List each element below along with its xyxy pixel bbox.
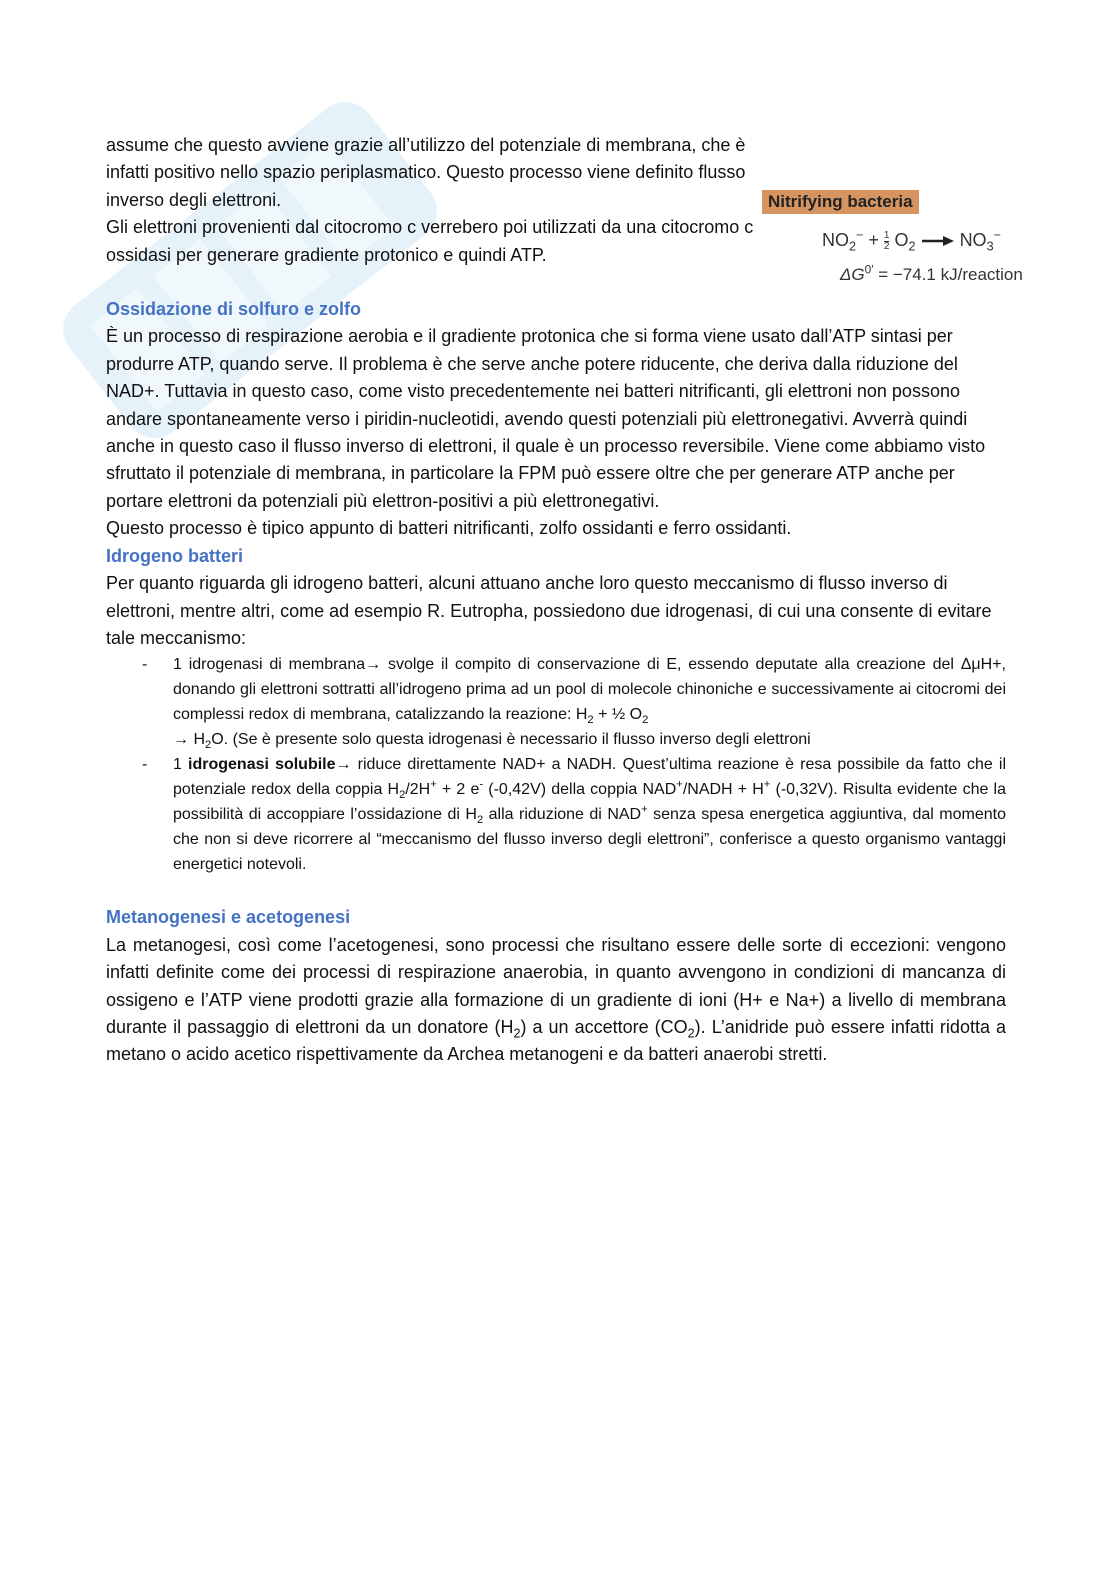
list-item-membrane-hydrogenase	[173, 652, 1006, 752]
section-methanogenesis-body	[106, 932, 1006, 1069]
reaction-equation	[822, 230, 1001, 252]
intro-block	[106, 132, 756, 269]
section-title-methanogenesis: Metanogenesi e acetogenesi	[106, 907, 351, 928]
reaction-arrow-icon	[921, 235, 955, 247]
bullet2-text-f: (-0,32V). Risulta evidente che la possibilità di accoppiare l’ossidazione di H	[173, 781, 1006, 824]
eq-nitrite: NO	[822, 230, 849, 250]
methano-text-a: La metanogesi, così come l’acetogenesi, sono processi che risultano essere delle sorte di eccezioni: vengono infatti definite come dei processi di respirazione anaerobia, in quanto avvengono in condizioni di mancanza di ossigeno e l’ATP viene prodotti grazie alla formazione di un gradiente di ioni (H+ e Na+) a livello di membrana durante il passaggio di elettroni da un donatore (H	[106, 934, 1006, 1037]
bullet1-text-e: O. (Se è presente solo questa idrogenasi è necessario il flusso inverso degli elettroni	[211, 731, 811, 749]
bullet1-text-c: + ½ O	[593, 706, 643, 724]
superscript: +	[763, 778, 771, 791]
arrow-icon: →	[365, 656, 382, 674]
sulfur-paragraph-2: Questo processo è tipico appunto di batteri nitrificanti, zolfo ossidanti e ferro ossidanti.	[106, 518, 792, 539]
superscript: +	[430, 778, 437, 791]
intro-paragraph-2: Gli elettroni provenienti dal citocromo c verrebero poi utilizzati da una citocromo c ossidasi per generare gradiente protonico e quindi ATP.	[106, 217, 754, 265]
superscript: −	[993, 228, 1001, 242]
bullet1-text-b: svolge il compito di conservazione di E, essendo deputate alla creazione del ΔμH+, donando gli elettroni sottratti all’idrogeno prima ad un pool di molecole chinoniche e successivamente ai citocromi dei complessi redox di membrana, catalizzando la reazione: H	[173, 656, 1006, 724]
subscript: 2	[849, 239, 857, 254]
subscript: 2	[476, 814, 484, 827]
methano-text-b: ) a un accettore (CO	[520, 1016, 688, 1037]
delta-g-value: = −74.1 kJ/reaction	[878, 265, 1023, 284]
arrow-icon: →	[335, 756, 352, 774]
subscript: 2	[399, 789, 406, 802]
figure-label: Nitrifying bacteria	[762, 190, 919, 214]
bullet2-text-d: (-0,42V) della coppia NAD	[483, 781, 677, 799]
bullet2-number: 1	[173, 756, 189, 774]
subscript: 2	[513, 1026, 521, 1041]
list-item-soluble-hydrogenase	[173, 752, 1006, 877]
superscript: -	[479, 778, 484, 791]
hydrogen-paragraph: Per quanto riguarda gli idrogeno batteri, alcuni attuano anche loro questo meccanismo di flusso inverso di elettroni, mentre altri, come ad esempio R. Eutropha, possiedono due idrogenasi, di cui una consente di evitare tale meccanismo:	[106, 573, 992, 648]
subscript: 2	[687, 1026, 695, 1041]
subscript: 2	[205, 739, 212, 752]
frac-den: 2	[883, 240, 890, 252]
superscript: 0′	[864, 262, 874, 277]
bullet2-text-c: + 2 e	[436, 781, 480, 799]
bullet2-text-b: /2H	[405, 781, 431, 799]
subscript: 2	[642, 714, 649, 727]
subscript: 2	[587, 714, 594, 727]
frac-num: 1	[883, 229, 890, 241]
section-title-hydrogen: Idrogeno batteri	[106, 545, 244, 566]
bullet2-bold: idrogenasi solubile	[188, 756, 336, 774]
bullet2-text-e: /NADH + H	[682, 781, 764, 799]
section-sulfur-body	[106, 323, 1006, 542]
bullet2-text-a: riduce direttamente NAD+ a NADH. Quest’ultima reazione è resa possibile da fatto che il potenziale redox della coppia H	[173, 756, 1006, 799]
nitrifying-figure	[762, 190, 1052, 290]
bullet1-text-a: 1 idrogenasi di membrana	[173, 656, 366, 674]
section-title-sulfur: Ossidazione di solfuro e zolfo	[106, 299, 362, 320]
intro-paragraph-1: assume che questo avviene grazie all’utilizzo del potenziale di membrana, che è infatti positivo nello spazio periplasmatico. Questo processo viene definito flusso inverso degli elettroni.	[106, 135, 746, 210]
bullet2-text-g: alla riduzione di NAD	[483, 806, 642, 824]
methano-text-c: ). L’anidride può essere infatti ridotta a metano o acido acetico rispettivamente da Archea metanogeni e da batteri anaerobi stretti.	[106, 1016, 1007, 1065]
delta-g: ΔG	[840, 265, 865, 284]
bullet2-text-h: senza spesa energetica aggiuntiva, dal momento che non si deve ricorrere al “meccanismo del flusso inverso degli elettroni”, conferisce a questo organismo vantaggi energetici notevoli.	[173, 806, 1007, 874]
subscript: 3	[986, 239, 994, 254]
superscript: +	[641, 803, 648, 816]
eq-oxygen: O	[894, 230, 909, 250]
arrow-icon: →	[173, 731, 189, 749]
fraction-half	[884, 231, 890, 252]
eq-plus: +	[868, 230, 879, 250]
sulfur-paragraph-1: È un processo di respirazione aerobia e il gradiente protonica che si forma viene usato dall’ATP sintasi per produrre ATP, quando serve. Il problema è che serve anche potere riducente, che deriva dalla riduzione del NAD+. Tuttavia in questo caso, come visto precedentemente nei batteri nitrificanti, gli elettroni non possono andare spontaneamente verso i piridin-nucleotidi, avendo questi potenziali più elettronegativi. Avverrà quindi anche in questo caso il flusso inverso di elettroni, il quale è un processo reversibile. Viene come abbiamo visto sfruttato il potenziale di membrana, in particolare la FPM può essere oltre che per generare ATP anche per portare elettroni da potenziali più elettron-positivi a più elettronegativi.	[106, 326, 986, 511]
subscript: 2	[908, 239, 916, 254]
eq-nitrate: NO	[959, 230, 987, 250]
methanogenesis-paragraph	[106, 932, 1006, 1069]
superscript: +	[676, 778, 683, 791]
section-hydrogen-body	[106, 570, 1006, 652]
bullet1-text-d: H	[189, 731, 205, 749]
free-energy	[840, 262, 1023, 285]
superscript: −	[856, 228, 864, 242]
hydrogenase-list	[106, 652, 1006, 877]
